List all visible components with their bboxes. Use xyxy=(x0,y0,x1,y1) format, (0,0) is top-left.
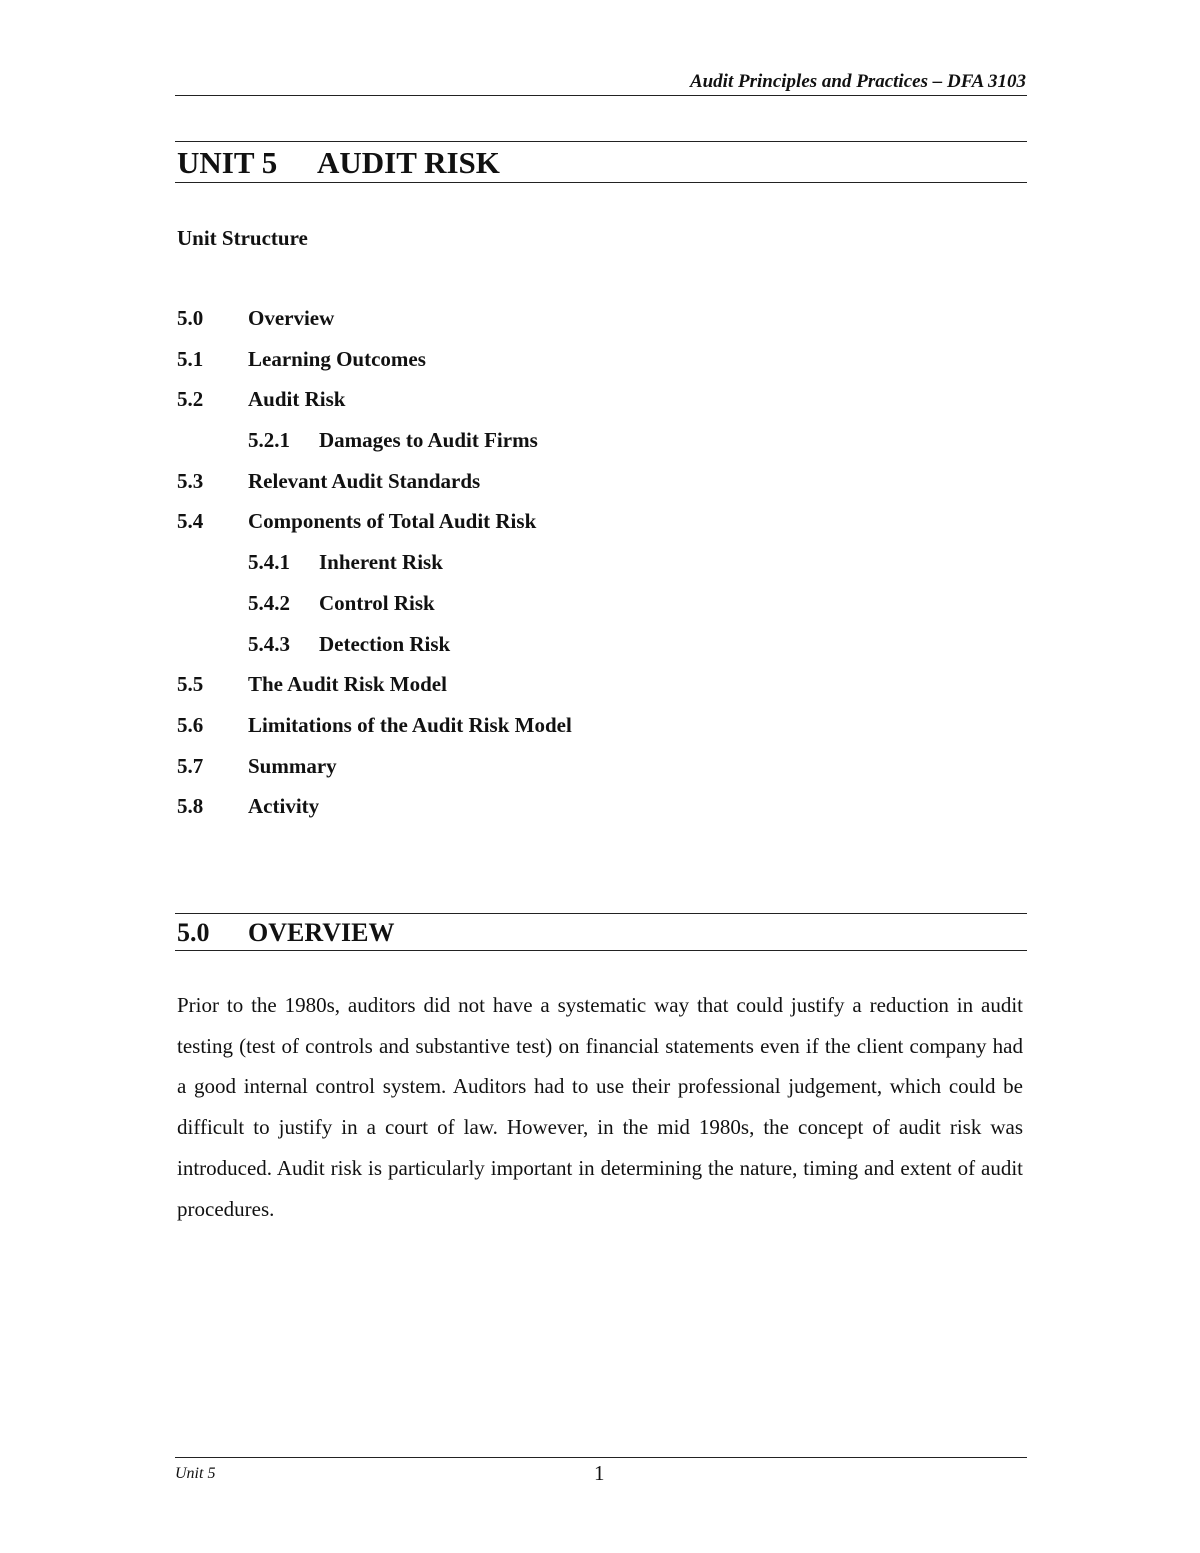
page-number: 1 xyxy=(594,1461,605,1485)
toc-item-number: 5.4.1 xyxy=(248,550,290,575)
toc-item-label: Control Risk xyxy=(319,590,435,615)
toc-item-label: Summary xyxy=(248,753,337,778)
unit-title-top-rule xyxy=(175,141,1027,142)
section-name: OVERVIEW xyxy=(248,918,395,947)
toc-item-label: The Audit Risk Model xyxy=(248,672,447,697)
footer-rule xyxy=(175,1457,1027,1458)
toc-item xyxy=(177,752,572,793)
running-header: Audit Principles and Practices – DFA 3103 xyxy=(689,71,1026,92)
toc-item-label: Damages to Audit Firms xyxy=(319,428,538,453)
toc-item xyxy=(177,548,572,589)
toc-item-number: 5.2 xyxy=(177,387,204,412)
toc-item-number: 5.4.3 xyxy=(248,631,290,656)
toc-item-label: Inherent Risk xyxy=(319,550,443,575)
table-of-contents xyxy=(177,304,572,833)
toc-item-number: 5.4 xyxy=(177,509,204,534)
toc-item-label: Components of Total Audit Risk xyxy=(248,509,537,534)
toc-item-number: 5.8 xyxy=(177,794,204,819)
toc-item-label: Overview xyxy=(248,306,335,330)
toc-item xyxy=(177,304,572,345)
overview-paragraph: Prior to the 1980s, auditors did not have a systematic way that could justify a reduction in audit testing (test of controls and substantive test) on financial statements even if the client company had a good internal control system. Auditors had to use their professional judgement, which could be difficult to justify in a court of law. However, in the mid 1980s, the concept of audit risk was introduced. Audit risk is particularly important in determining the nature, timing and extent of audit procedures. xyxy=(177,993,1023,1221)
section-bottom-rule xyxy=(175,950,1027,951)
toc-item-number: 5.1 xyxy=(177,346,204,371)
toc-item xyxy=(177,589,572,630)
unit-name: AUDIT RISK xyxy=(317,145,500,180)
section-number: 5.0 xyxy=(177,918,210,947)
header-rule xyxy=(175,95,1027,96)
toc-item xyxy=(177,345,572,386)
toc-item xyxy=(177,426,572,467)
toc-item-label: Audit Risk xyxy=(248,387,346,412)
footer-unit-label: Unit 5 xyxy=(175,1465,216,1482)
toc-item-number: 5.7 xyxy=(177,753,204,778)
unit-structure-heading: Unit Structure xyxy=(177,226,308,250)
toc-item xyxy=(177,630,572,671)
toc-item-number: 5.5 xyxy=(177,672,204,697)
toc-item xyxy=(177,792,572,833)
toc-item-label: Learning Outcomes xyxy=(248,346,426,371)
toc-item-number: 5.4.2 xyxy=(248,590,290,615)
section-top-rule xyxy=(175,913,1027,914)
toc-item-number: 5.6 xyxy=(177,712,204,737)
toc-item xyxy=(177,385,572,426)
toc-item-number: 5.0 xyxy=(177,306,204,330)
toc-item xyxy=(177,670,572,711)
toc-item xyxy=(177,507,572,548)
unit-title-bottom-rule xyxy=(175,182,1027,183)
unit-title xyxy=(177,143,500,183)
toc-item-label: Limitations of the Audit Risk Model xyxy=(248,712,572,737)
toc-item xyxy=(177,467,572,508)
toc-item xyxy=(177,711,572,752)
unit-number: UNIT 5 xyxy=(177,145,278,180)
toc-item-label: Relevant Audit Standards xyxy=(248,468,481,493)
toc-item-number: 5.3 xyxy=(177,468,204,493)
toc-item-label: Activity xyxy=(248,794,320,819)
section-title xyxy=(177,916,394,950)
toc-item-label: Detection Risk xyxy=(319,631,451,656)
toc-item-number: 5.2.1 xyxy=(248,428,290,453)
